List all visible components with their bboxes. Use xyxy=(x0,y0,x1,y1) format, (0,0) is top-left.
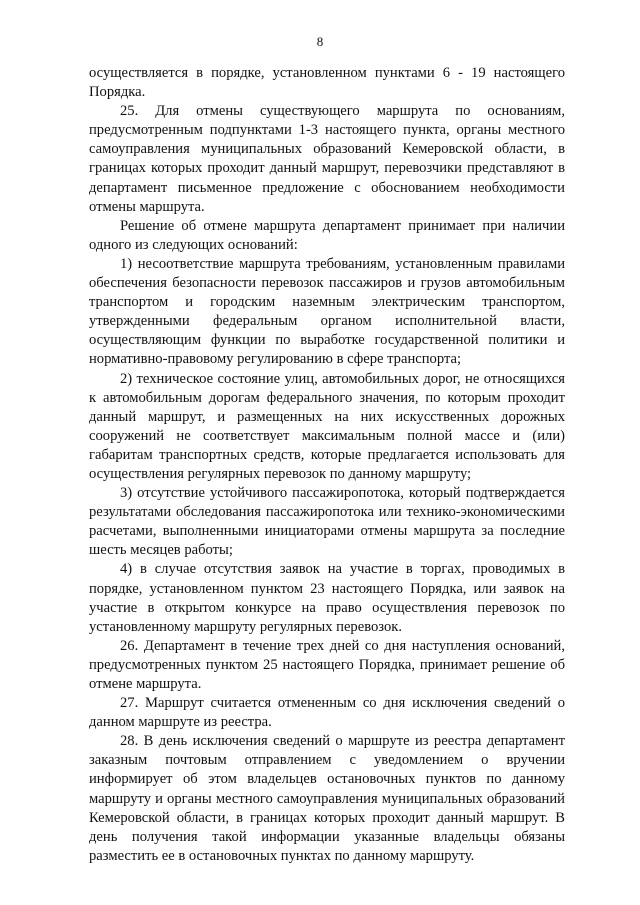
paragraph-item-28: 28. В день исключения сведений о маршруте из реестра департамент заказным почтовым отправлением с уведомлением о вручении информирует об этом владельцев остановочных пунктов по данному маршруту и органы местного самоуправления муниципальных образований Кемеровской области, в границах которых проходит данный маршрут. В день получения такой информации указанные владельцы обязаны разместить ее в остановочных пунктах по данному маршруту. xyxy=(89,733,565,864)
paragraph-ground-4: 4) в случае отсутствия заявок на участие в торгах, проводимых в порядке, установленном пунктом 23 настоящего Порядка, или заявок на участие в открытом конкурсе на право осуществления перевозок по установленному маршруту регулярных перевозок. xyxy=(89,561,565,635)
page-number: 8 xyxy=(316,34,324,49)
paragraph-ground-2: 2) техническое состояние улиц, автомобильных дорог, не относящихся к автомобильным дорогам федерального значения, по которым проходит данный маршрут, и размещенных на них искусственных дорожных сооружений не соответствует максимальным полной массе и (или) габаритам транспортных средств, которые предлагается использовать для осуществления регулярных перевозок по данному маршруту; xyxy=(89,370,565,482)
paragraph-item-25: 25. Для отмены существующего маршрута по основаниям, предусмотренным подпунктами 1-3 настоящего пункта, органы местного самоуправления муниципальных образований Кемеровской области, в границах которых проходит данный маршрут, перевозчики представляют в департамент письменное предложение с обоснованием необходимости отмены маршрута. xyxy=(89,103,565,215)
paragraph-ground-1: 1) несоответствие маршрута требованиям, установленным правилами обеспечения безопасности перевозок пассажиров и грузов автомобильным транспортом и городским наземным электрическим транспортом, утвержденными федеральным органом исполнительной власти, осуществляющим функции по выработке государственной политики и нормативно-правовому регулированию в сфере транспорта; xyxy=(89,255,565,368)
document-body xyxy=(89,64,565,866)
paragraph-continuation: осуществляется в порядке, установленном пунктами 6 - 19 настоящего Порядка. xyxy=(89,65,565,101)
paragraph-item-27: 27. Маршрут считается отмененным со дня исключения сведений о данном маршруте из реестра. xyxy=(89,695,565,731)
paragraph-decision-grounds: Решение об отмене маршрута департамент принимает при наличии одного из следующих оснований: xyxy=(89,217,565,253)
paragraph-ground-3: 3) отсутствие устойчивого пассажиропотока, который подтверждается результатами обследования пассажиропотока или технико-экономическими расчетами, выполненными инициаторами отмены маршрута за последние шесть месяцев работы; xyxy=(89,485,565,559)
paragraph-item-26: 26. Департамент в течение трех дней со дня наступления оснований, предусмотренных пунктом 25 настоящего Порядка, принимает решение об отмене маршрута. xyxy=(89,637,565,692)
